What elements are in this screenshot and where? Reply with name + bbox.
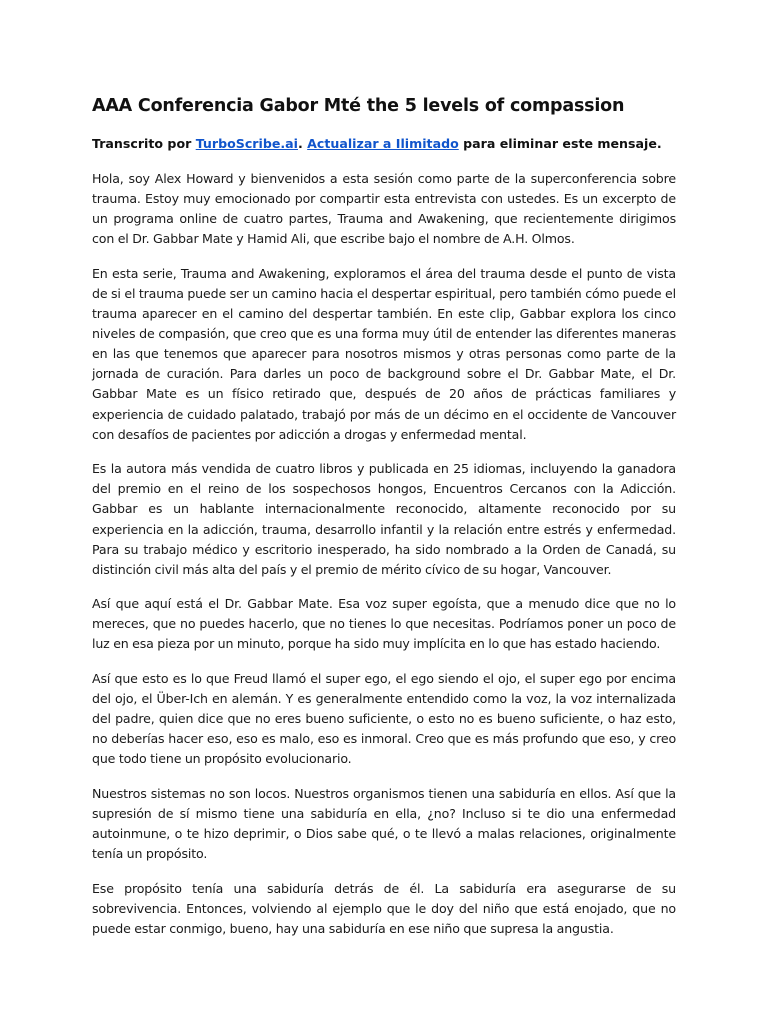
paragraph-4: Así que aquí está el Dr. Gabbar Mate. Esa voz super egoísta, que a menudo dice que no lo mereces, que no puedes hacerlo, que no tienes lo que necesitas. Podríamos poner un poco de luz en esa pieza por un minuto, porque ha sido muy implícita en lo que has estado haciendo. bbox=[92, 596, 676, 652]
transcription-notice bbox=[92, 135, 676, 153]
paragraph-2: En esta serie, Trauma and Awakening, exploramos el área del trauma desde el punto de vista de si el trauma puede ser un camino hacia el despertar espiritual, pero también cómo puede el trauma aparecer en el camino del despertar también. En este clip, Gabbar explora los cinco niveles de compasión, que creo que es una forma muy útil de entender las diferentes maneras en las que tenemos que aparecer para nosotros mismos y otras personas como parte de la jornada de curación. Para darles un poco de background sobre el Dr. Gabbar Mate, el Dr. Gabbar Mate es un físico retirado que, después de 20 años de prácticas familiares y experiencia de cuidado palatado, trabajó por más de un décimo en el occidente de Vancouver con desafíos de pacientes por adicción a drogas y enfermedad mental. bbox=[92, 265, 676, 442]
paragraph-3: Es la autora más vendida de cuatro libros y publicada en 25 idiomas, incluyendo la ganadora del premio en el reino de los sospechosos hongos, Encuentros Cercanos con la Adicción. Gabbar es un hablante internacionalmente reconocido, altamente reconocido por su experiencia en la adicción, trauma, desarrollo infantil y la relación entre estrés y enfermedad. Para su trabajo médico y escritorio inesperado, ha sido nombrado a la Orden de Canadá, su distinción civil más alta del país y el premio de mérito cívico de su hogar, Vancouver. bbox=[92, 461, 676, 577]
paragraph-7: Ese propósito tenía una sabiduría detrás de él. La sabiduría era asegurarse de su sobrevivencia. Entonces, volviendo al ejemplo que le doy del niño que está enojado, que no puede estar conmigo, bueno, hay una sabiduría en ese niño que supresa la angustia. bbox=[92, 880, 676, 937]
upgrade-unlimited-link[interactable]: Actualizar a Ilimitado bbox=[307, 136, 459, 151]
document-page bbox=[92, 94, 676, 954]
transcription-prefix: Transcrito por bbox=[92, 136, 196, 151]
turboscribe-link[interactable]: TurboScribe.ai bbox=[195, 136, 298, 151]
paragraph-5: Así que esto es lo que Freud llamó el super ego, el ego siendo el ojo, el super ego por encima del ojo, el Über-Ich en alemán. Y es generalmente entendido como la voz, la voz internalizada del padre, quien dice que no eres bueno suficiente, o esto no es bueno suficiente, o haz esto, no deberías hacer eso, eso es malo, eso es inmoral. Creo que es más profundo que eso, y creo que todo tiene un propósito evolucionario. bbox=[92, 671, 676, 767]
transcription-separator: . bbox=[297, 136, 308, 151]
paragraph-1: Hola, soy Alex Howard y bienvenidos a esta sesión como parte de la superconferencia sobre trauma. Estoy muy emocionado por compartir esta entrevista con ustedes. Es un excerpto de un programa online de cuatro partes, Trauma and Awakening, que recientemente dirigimos con el Dr. Gabbar Mate y Hamid Ali, que escribe bajo el nombre de A.H. Olmos. bbox=[92, 171, 676, 247]
transcription-suffix: para eliminar este mensaje. bbox=[458, 136, 662, 151]
document-title: AAA Conferencia Gabor Mté the 5 levels of compassion bbox=[92, 96, 625, 116]
paragraph-6: Nuestros sistemas no son locos. Nuestros organismos tienen una sabiduría en ellos. Así que la supresión de sí mismo tiene una sabiduría en ella, ¿no? Incluso si te dio una enfermedad autoinmune, o te hizo deprimir, o Dios sabe qué, o te llevó a malas relaciones, originalmente tenía un propósito. bbox=[92, 786, 676, 862]
